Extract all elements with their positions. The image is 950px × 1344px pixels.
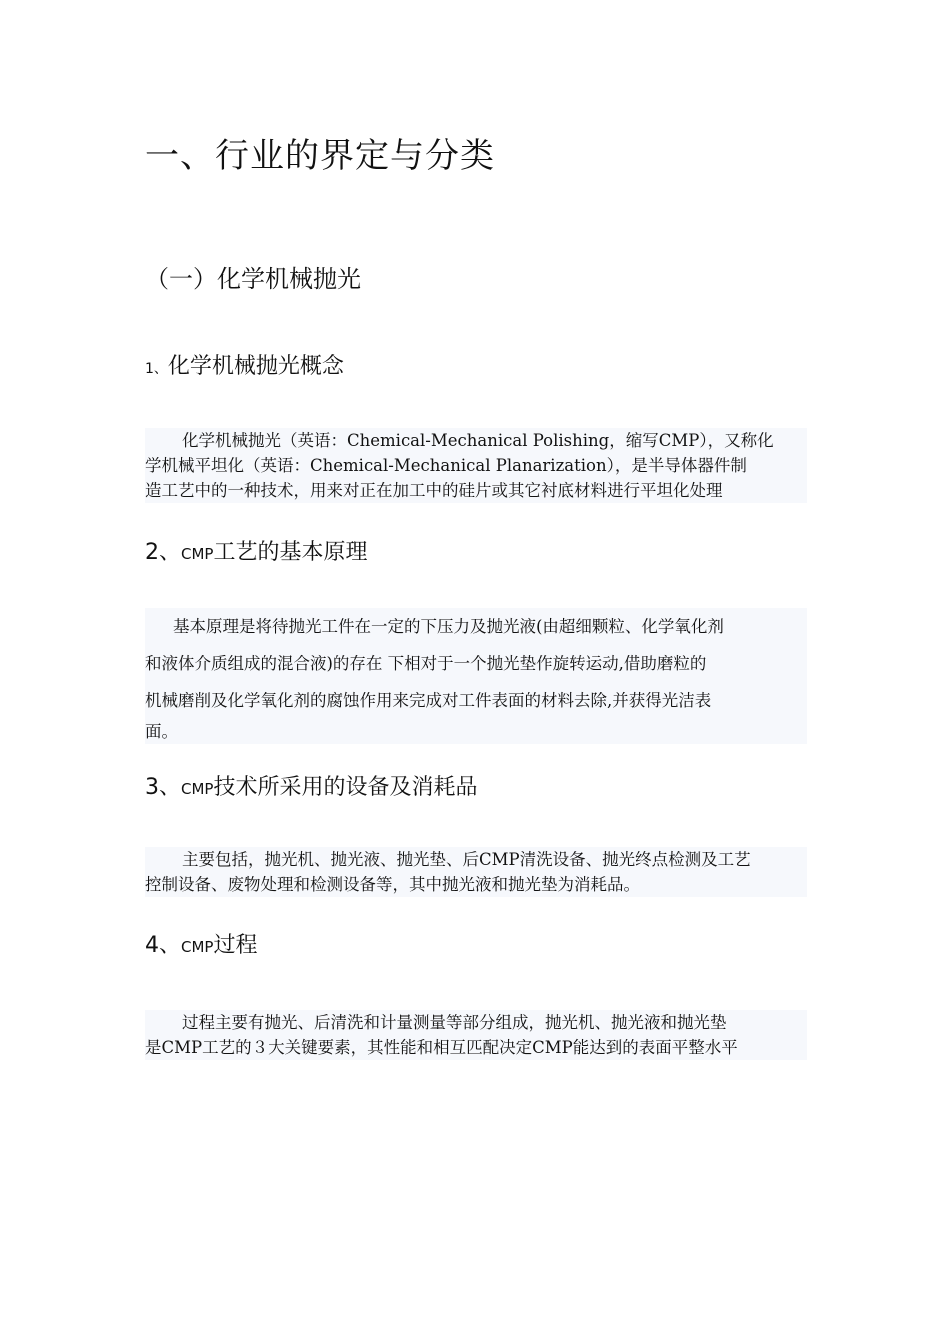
subsection-number: 4、 bbox=[145, 933, 181, 958]
paragraph-line: 基本原理是将待抛光工件在一定的下压力及抛光液(由超细颗粒、化学氧化剂 bbox=[173, 617, 724, 636]
paragraph-line: 学机械平坦化（英语：Chemical-Mechanical Planarization），是半导体器件制 bbox=[145, 456, 747, 475]
paragraph-2 bbox=[145, 608, 807, 744]
paragraph-line: 和液体介质组成的混合液)的存在 下相对于一个抛光垫作旋转运动,借助磨粒的 bbox=[145, 654, 707, 673]
subsection-number: 1 bbox=[145, 361, 154, 377]
paragraph-line: 面。 bbox=[145, 722, 178, 741]
paragraph-line: 机械磨削及化学氧化剂的腐蚀作用来完成对工件表面的材料去除,并获得光洁表 bbox=[145, 691, 712, 710]
subsection-tag: CMP bbox=[181, 545, 214, 563]
paragraph-1 bbox=[145, 428, 807, 503]
subsection-heading-3 bbox=[145, 770, 477, 801]
paragraph-line: 主要包括，抛光机、抛光液、抛光垫、后CMP清洗设备、抛光终点检测及工艺 bbox=[182, 850, 751, 869]
paragraph-line: 控制设备、废物处理和检测设备等，其中抛光液和抛光垫为消耗品。 bbox=[145, 875, 640, 894]
paragraph-4 bbox=[145, 1010, 807, 1060]
subsection-number: 2、 bbox=[145, 540, 181, 565]
paragraph-line: 过程主要有抛光、后清洗和计量测量等部分组成，抛光机、抛光液和抛光垫 bbox=[182, 1013, 727, 1032]
section-heading: （一）化学机械抛光 bbox=[145, 265, 361, 293]
subsection-tag: CMP bbox=[181, 780, 214, 798]
paragraph-line: 造工艺中的一种技术，用来对正在加工中的硅片或其它衬底材料进行平坦化处理 bbox=[145, 481, 723, 500]
subsection-title: 技术所采用的设备及消耗品 bbox=[213, 775, 478, 800]
paragraph-line: 是CMP工艺的３大关键要素，其性能和相互匹配决定CMP能达到的表面平整水平 bbox=[145, 1038, 738, 1057]
paragraph-line: 化学机械抛光（英语：Chemical-Mechanical Polishing，缩写CMP），又称化 bbox=[182, 431, 774, 450]
paragraph-3 bbox=[145, 847, 807, 897]
subsection-title: 过程 bbox=[213, 933, 258, 958]
subsection-heading-2 bbox=[145, 535, 367, 566]
page-title: 一、行业的界定与分类 bbox=[145, 136, 495, 176]
subsection-separator: 、 bbox=[153, 361, 168, 377]
subsection-title: 化学机械抛光概念 bbox=[167, 354, 344, 379]
subsection-number: 3、 bbox=[145, 775, 181, 800]
subsection-heading-4 bbox=[145, 928, 257, 959]
subsection-tag: CMP bbox=[181, 938, 214, 956]
subsection-title: 工艺的基本原理 bbox=[213, 540, 368, 565]
subsection-heading-1 bbox=[145, 349, 344, 380]
